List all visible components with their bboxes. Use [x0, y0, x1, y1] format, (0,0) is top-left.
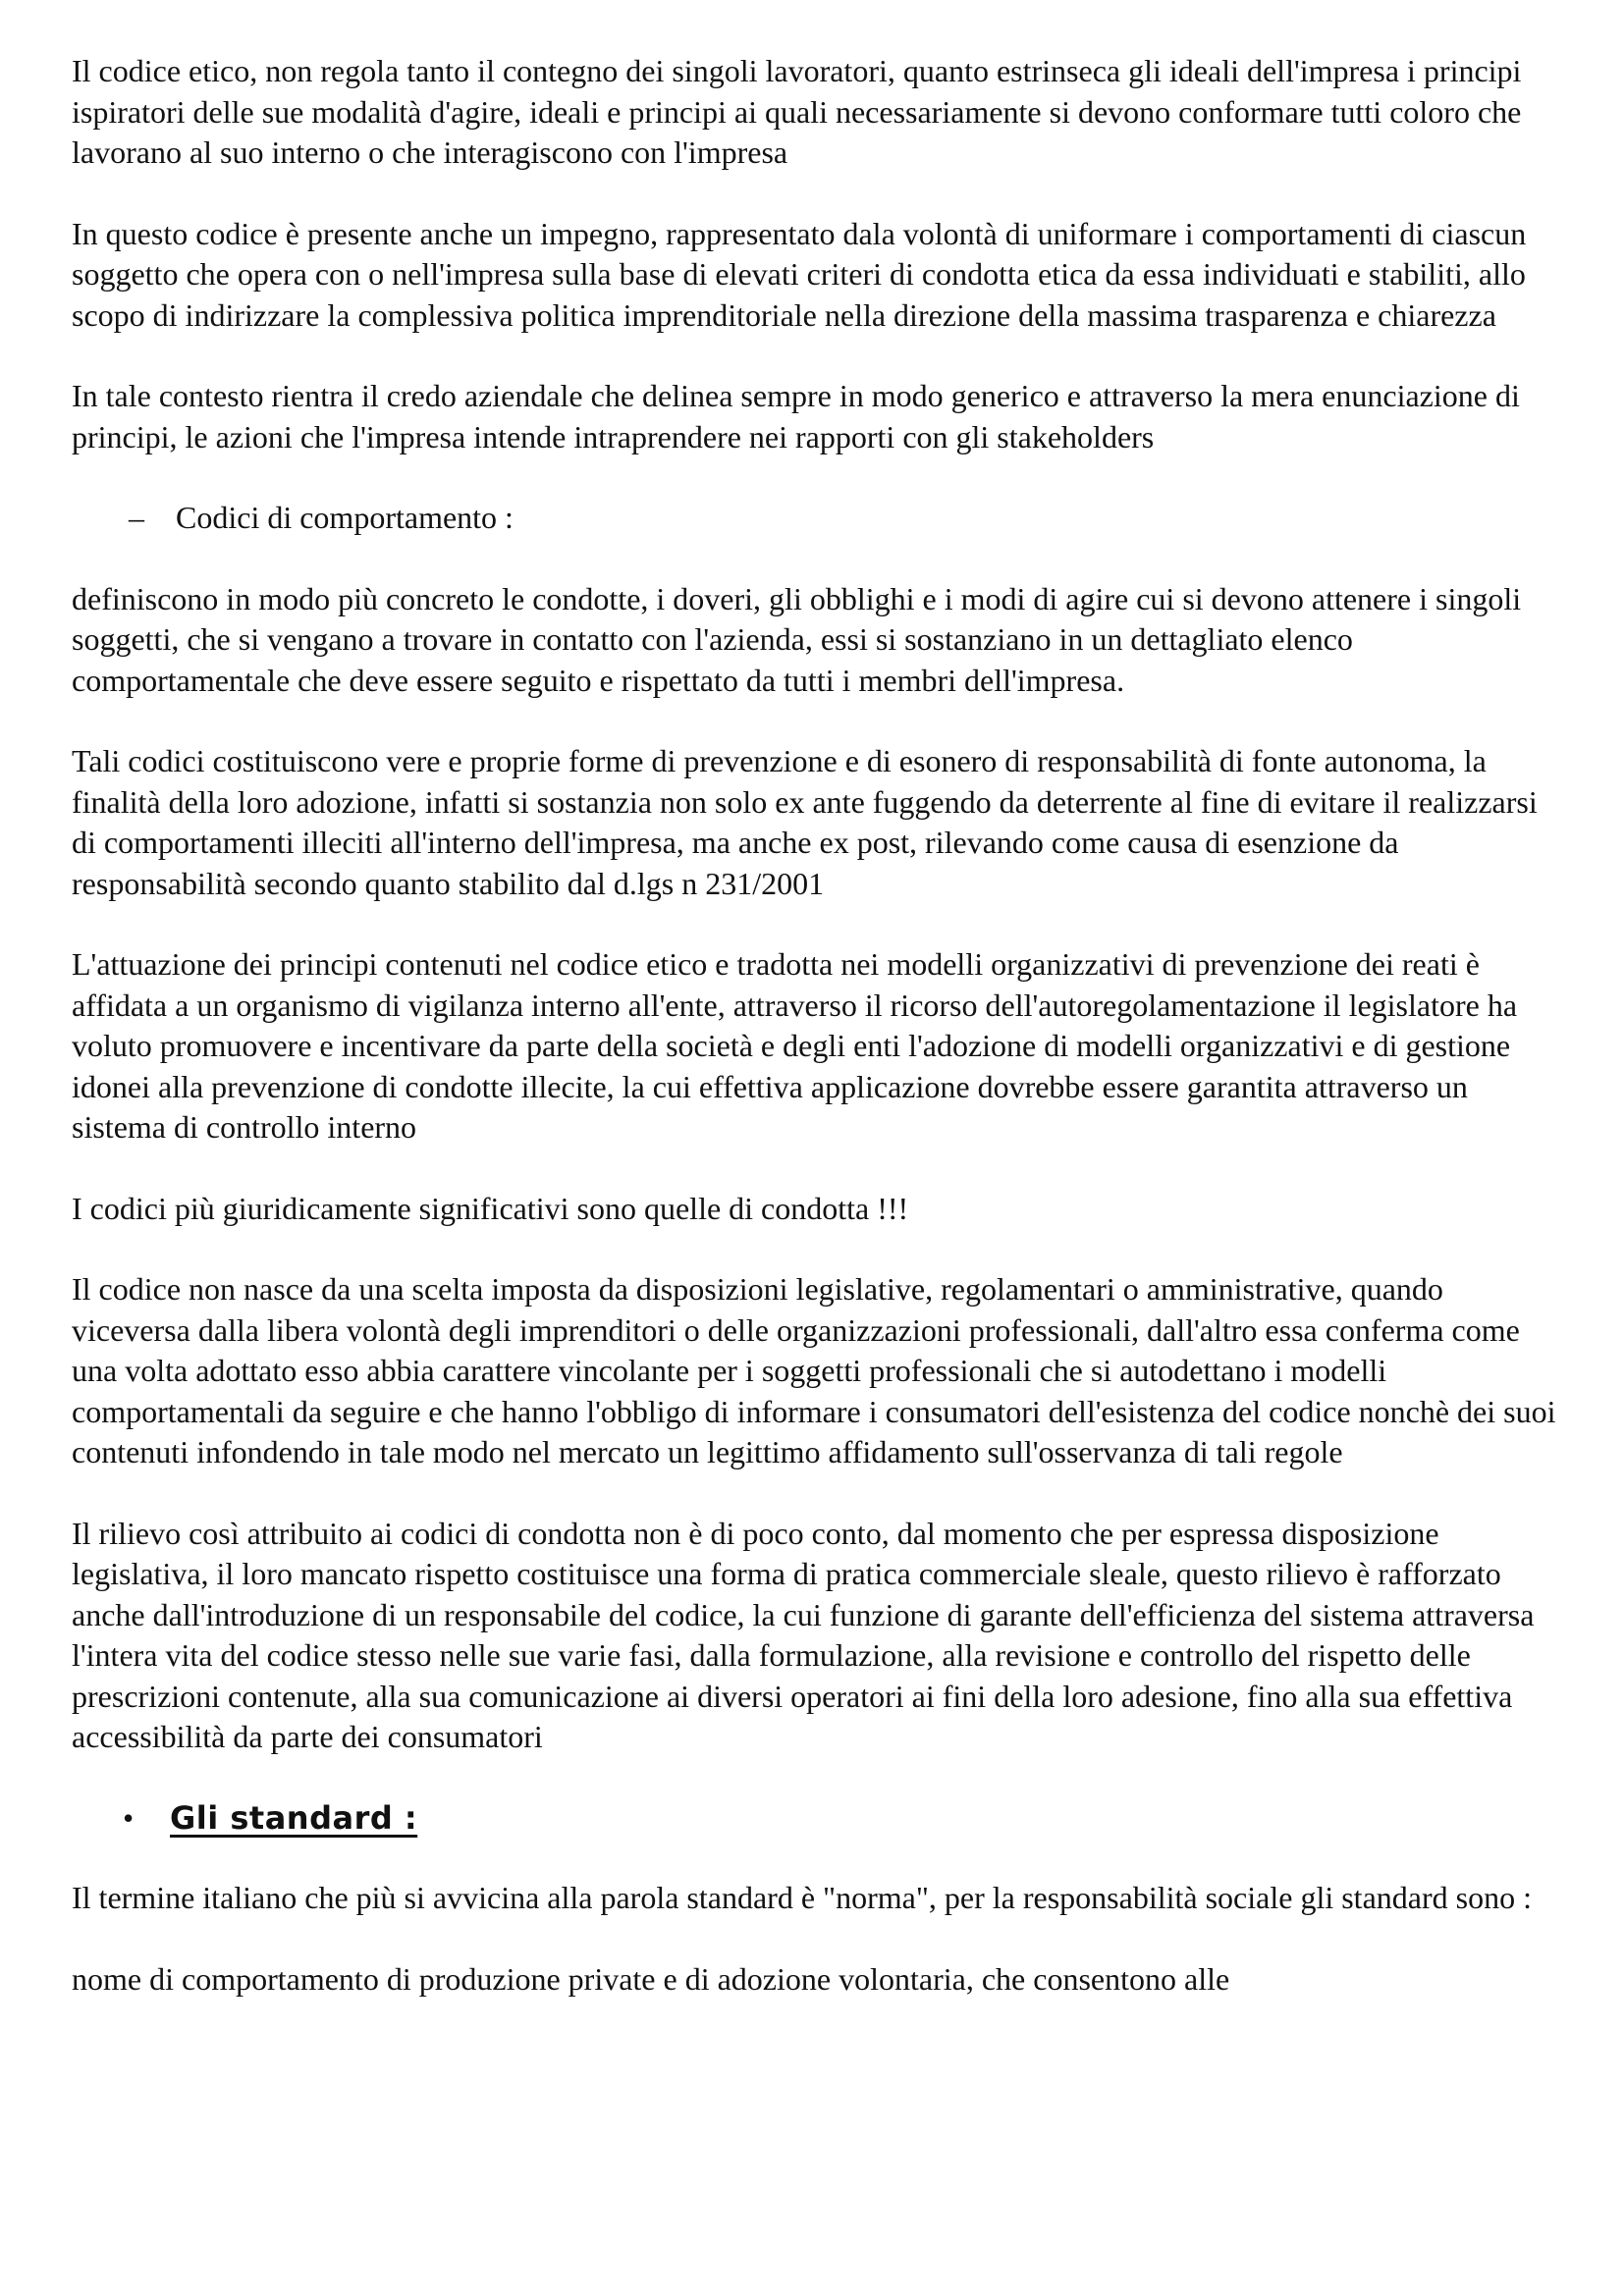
paragraph-credo-aziendale: In tale contesto rientra il credo aziendale che delinea sempre in modo generico e attraverso la mera enunciazione di principi, le azioni che l'impresa intende intraprendere nei rapporti con gli stakeholders	[72, 378, 1520, 454]
paragraph-termine-italiano: Il termine italiano che più si avvicina alla parola standard è "norma", per la responsabilità sociale gli standard sono :	[72, 1880, 1532, 1915]
document-page	[72, 51, 1564, 2040]
paragraph-impegno: In questo codice è presente anche un impegno, rappresentato dala volontà di uniformare i comportamenti di ciascun soggetto che opera con o nell'impresa sulla base di elevati criteri di condotta etica da essa individuati e stabiliti, allo scopo di indirizzare la complessiva politica imprenditoriale nella direzione della massima trasparenza e chiarezza	[72, 215, 1527, 333]
list-item-codici-comportamento	[72, 498, 1564, 539]
paragraph-codice-etico: Il codice etico, non regola tanto il contegno dei singoli lavoratori, quanto estrinseca gli ideali dell'impresa i principi ispiratori delle sue modalità d'agire, ideali e principi ai quali necessariamente si devono conformare tutti coloro che lavorano al suo interno o che interagiscono con l'impresa	[72, 53, 1522, 170]
list-item-label: Codici di comportamento :	[176, 500, 514, 535]
list-item-gli-standard	[72, 1798, 1564, 1840]
paragraph-codici-condotta: I codici più giuridicamente significativi sono quelle di condotta !!!	[72, 1190, 909, 1226]
paragraph-rilievo: Il rilievo così attribuito ai codici di condotta non è di poco conto, dal momento che per espressa disposizione legislativa, il loro mancato rispetto costituisce una forma di pratica commerciale sleale, questo rilievo è rafforzato anche dall'introduzione di un responsabile del codice, la cui funzione di garante dell'efficienza del sistema attraversa l'intera vita del codice stesso nelle sue varie fasi, dalla formulazione, alla revisione e controllo del rispetto delle prescrizioni contenute, alla sua comunicazione ai diversi operatori ai fini della loro adesione, fino alla sua effettiva accessibilità da parte dei consumatori	[72, 1515, 1535, 1754]
paragraph-codice-non-nasce: Il codice non nasce da una scelta imposta da disposizioni legislative, regolamentari o amministrative, quando viceversa dalla libera volontà degli imprenditori o delle organizzazioni professionali, dall'altro essa conferma come una volta adottato esso abbia carattere vincolante per i soggetti professionali che si autodettano i modelli comportamentali da seguire e che hanno l'obbligo di informare i consumatori dell'esistenza del codice nonchè dei suoi contenuti infondendo in tale modo nel mercato un legittimo affidamento sull'osservanza di tali regole	[72, 1271, 1556, 1469]
paragraph-attuazione: L'attuazione dei principi contenuti nel codice etico e tradotta nei modelli organizzativi di prevenzione dei reati è affidata a un organismo di vigilanza interno all'ente, attraverso il ricorso dell'autoregolamentazione il legislatore ha voluto promuovere e incentivare da parte della società e degli enti l'adozione di modelli organizzativi e di gestione idonei alla prevenzione di condotte illecite, la cui effettiva applicazione dovrebbe essere garantita attraverso un sistema di controllo interno	[72, 946, 1518, 1145]
section-heading-standard: Gli standard :	[170, 1798, 418, 1837]
dash-marker: –	[129, 500, 144, 535]
bullet-marker: •	[123, 1799, 135, 1836]
paragraph-nome-comportamento: nome di comportamento di produzione private e di adozione volontaria, che consentono alle	[72, 1960, 1230, 1997]
paragraph-tali-codici: Tali codici costituiscono vere e proprie forme di prevenzione e di esonero di responsabilità di fonte autonoma, la finalità della loro adozione, infatti si sostanzia non solo ex ante fuggendo da deterrente al fine di evitare il realizzarsi di comportamenti illeciti all'interno dell'impresa, ma anche ex post, rilevando come causa di esenzione da responsabilità secondo quanto stabilito dal d.lgs n 231/2001	[72, 743, 1538, 901]
paragraph-definiscono: definiscono in modo più concreto le condotte, i doveri, gli obblighi e i modi di agire cui si devono attenere i singoli soggetti, che si vengano a trovare in contatto con l'azienda, essi si sostanziano in un dettagliato elenco comportamentale che deve essere seguito e rispettato da tutti i membri dell'impresa.	[72, 580, 1522, 698]
